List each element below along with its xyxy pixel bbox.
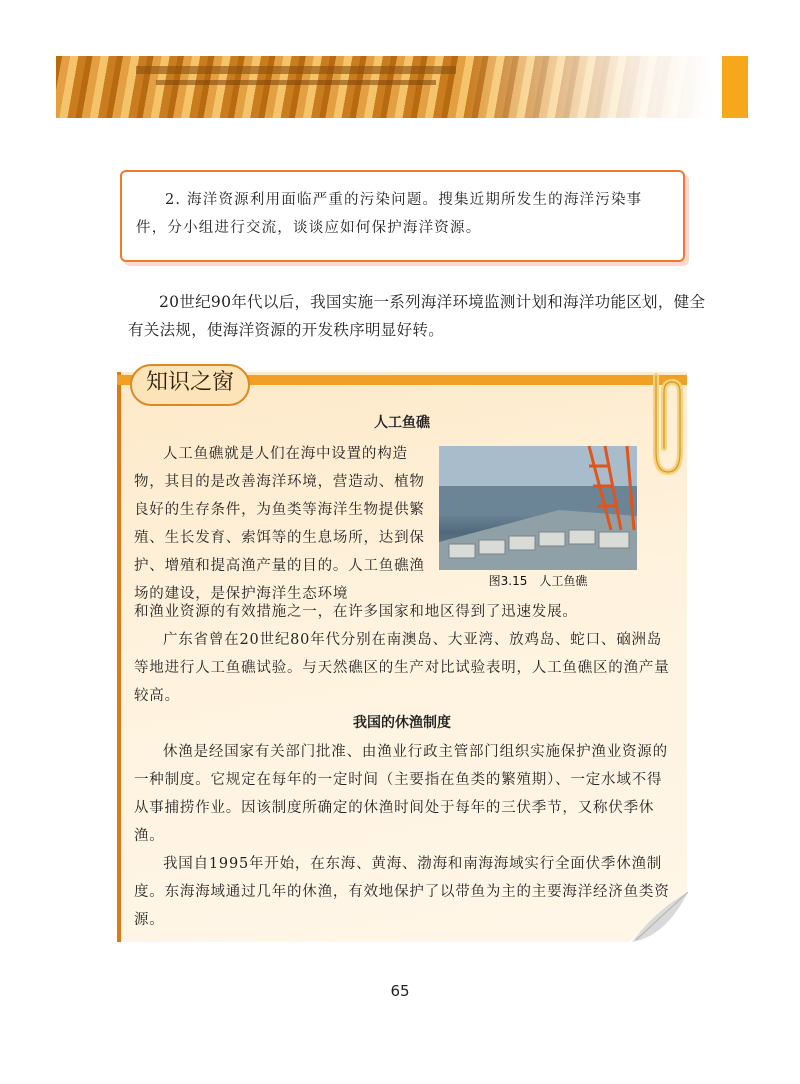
- reef-paragraph-wrapped: 人工鱼礁就是人们在海中设置的构造物，其目的是改善海洋环境，营造动、植物良好的生存条件，为鱼类等海洋生物提供繁殖、生长发育、索饵等的生息场所，达到保护、增殖和提高渔产量的目的。人工鱼礁渔场的建设，是保护海洋生态环境: [134, 446, 425, 602]
- moratorium-paragraph-1: 休渔是经国家有关部门批准、由渔业行政主管部门组织实施保护渔业资源的一种制度。它规定在每年的一定时间（主要指在鱼类的繁殖期）、一定水域不得从事捕捞作业。因该制度所确定的休渔时间处于每年的三伏季节，又称伏季休渔。: [134, 744, 668, 844]
- bridge-silhouette-lower: [156, 80, 436, 85]
- body-paragraph: 20世纪90年代以后，我国实施一系列海洋环境监测计划和海洋功能区划，健全有关法规，使海洋资源的开发秩序明显好转。: [128, 293, 706, 339]
- reef-photo-illustration: [439, 446, 637, 570]
- bridge-silhouette: [136, 66, 456, 74]
- reef-paragraph-guangdong: 广东省曾在20世纪80年代分别在南澳岛、大亚湾、放鸡岛、蛇口、硇洲岛等地进行人工鱼礁试验。与天然礁区的生产对比试验表明，人工鱼礁区的渔产量较高。: [134, 632, 670, 704]
- discussion-text: 2. 海洋资源利用面临严重的污染问题。搜集近期所发生的海洋污染事件，分小组进行交流，谈谈应如何保护海洋资源。: [136, 192, 643, 236]
- artificial-reef-photo: [439, 446, 637, 570]
- figure-caption: 图3.15 人工鱼礁: [488, 574, 588, 588]
- section-heading-artificial-reef: 人工鱼礁: [374, 415, 430, 431]
- knowledge-window-title: 知识之窗: [130, 364, 250, 406]
- header-color-tab: [722, 56, 748, 118]
- discussion-box: [120, 170, 685, 262]
- page-number: 65: [390, 982, 410, 1000]
- moratorium-paragraph-2: 我国自1995年开始，在东海、黄海、渤海和南海海域实行全面伏季休渔制度。东海海域通过几年的休渔，有效地保护了以带鱼为主的主要海洋经济鱼类资源。: [134, 856, 670, 928]
- page-curl-icon: [626, 892, 688, 944]
- header-banner-image: [56, 56, 714, 118]
- reef-paragraph-continued: 和渔业资源的有效措施之一，在许多国家和地区得到了迅速发展。: [134, 604, 578, 620]
- section-heading-fishing-moratorium: 我国的休渔制度: [353, 715, 451, 731]
